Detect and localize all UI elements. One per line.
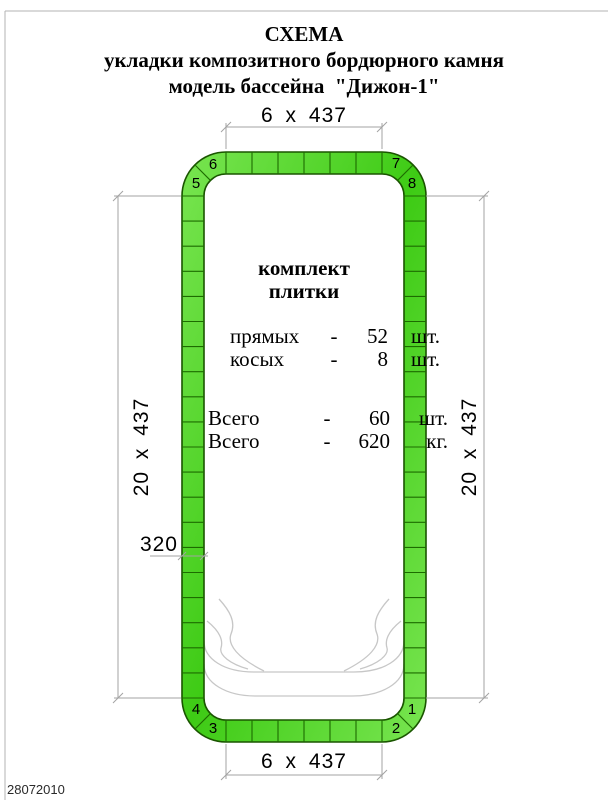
corner-number-4: 4 (191, 701, 201, 718)
kit-rows (230, 325, 440, 371)
kit-total-dash: - (323, 429, 331, 453)
dimension-right-label: 20 x 437 (458, 397, 481, 497)
corner-number-3: 3 (208, 720, 218, 737)
kit-heading-line-1: комплект (258, 256, 350, 280)
title-line-2: укладки композитного бордюрного камня (104, 48, 504, 72)
pool-steps-contours (204, 599, 404, 696)
kit-total-weight (208, 430, 448, 453)
kit-total-value: 60 (369, 406, 390, 430)
kit-heading-line-2: плитки (268, 279, 340, 303)
kit-heading (204, 257, 404, 303)
kit-row-value: 8 (377, 347, 388, 371)
dimension-bottom-label: 6 x 437 (261, 750, 347, 773)
kit-total-value: 620 (358, 429, 390, 453)
corner-number-6: 6 (208, 156, 218, 173)
kit-row-dash: - (330, 324, 338, 348)
scheme-title (0, 21, 608, 99)
kit-total-unit: шт. (418, 406, 448, 430)
kit-total-unit: кг. (426, 429, 448, 453)
kit-row-name: косых (230, 347, 285, 371)
kit-total-name: Всего (208, 429, 260, 453)
dimension-top-label: 6 x 437 (261, 104, 347, 127)
corner-number-1: 1 (407, 701, 417, 718)
dimension-left-label: 20 x 437 (130, 397, 153, 497)
corner-number-2: 2 (391, 720, 401, 737)
kit-row-straight (230, 325, 440, 348)
corner-number-7: 7 (391, 155, 401, 172)
title-line-3: модель бассейна "Дижон-1" (168, 74, 440, 98)
kit-row-value: 52 (367, 324, 388, 348)
kit-row-unit: шт. (410, 324, 440, 348)
kit-row-oblique (230, 348, 440, 371)
date-stamp: 28072010 (7, 782, 65, 797)
kit-total-name: Всего (208, 406, 260, 430)
kit-row-dash: - (330, 347, 338, 371)
corner-number-5: 5 (191, 175, 201, 192)
corner-number-8: 8 (407, 175, 417, 192)
kit-row-name: прямых (230, 324, 300, 348)
kit-total-dash: - (323, 406, 331, 430)
page-frame (5, 11, 608, 800)
kit-total-pieces (208, 407, 448, 430)
kit-row-unit: шт. (410, 347, 440, 371)
tile-width-label: 320 (139, 533, 178, 556)
title-line-1: СХЕМА (264, 22, 344, 46)
kit-totals (208, 407, 448, 453)
